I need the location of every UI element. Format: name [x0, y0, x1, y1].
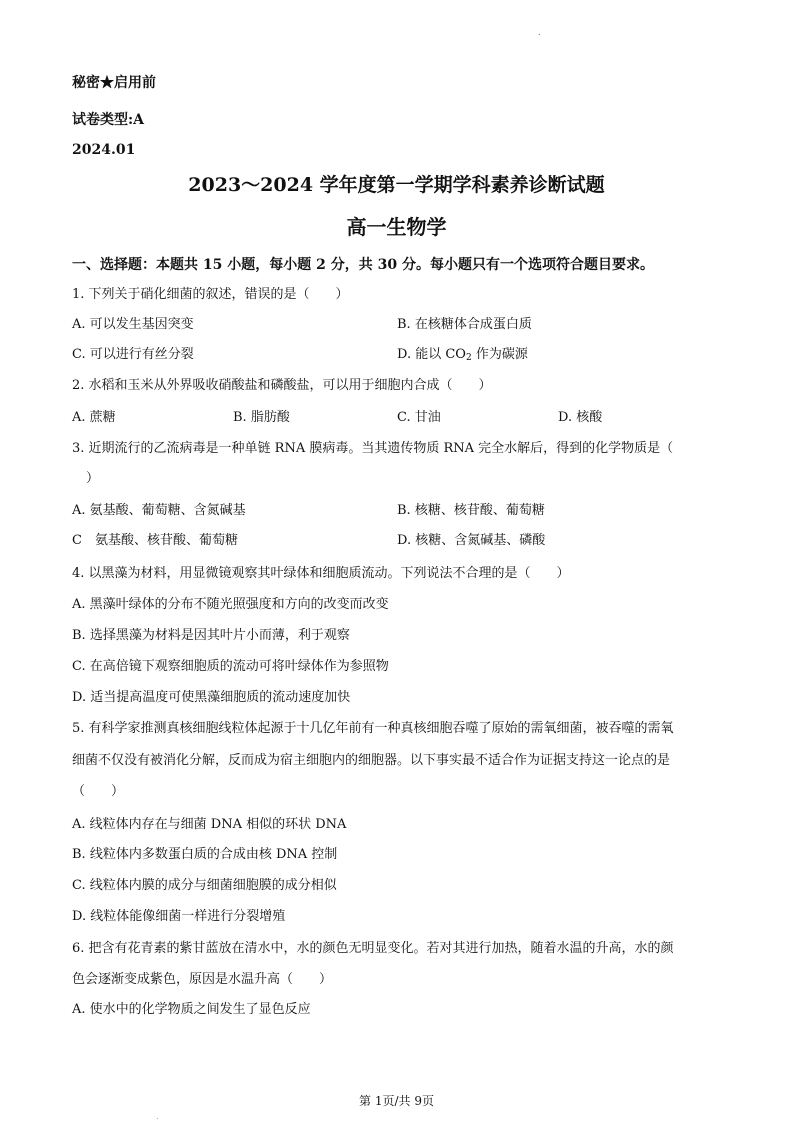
exam-subtitle: 高一生物学 [346, 215, 447, 239]
question-2-option-b: B. 脂肪酸 [233, 410, 290, 425]
question-3-option-c: C 氨基酸、核苷酸、葡萄糖 [72, 533, 238, 548]
question-5-option-d: D. 线粒体能像细菌一样进行分裂增殖 [72, 909, 286, 924]
exam-title: 2023～2024 学年度第一学期学科素养诊断试题 [188, 174, 605, 196]
question-1-option-a: A. 可以发生基因突变 [72, 317, 194, 332]
question-4-option-c: C. 在高倍镜下观察细胞质的流动可将叶绿体作为参照物 [72, 659, 389, 674]
question-3-stem: 3. 近期流行的乙流病毒是一种单链 RNA 膜病毒。当其遗传物质 RNA 完全水解后，得到的化学物质是（ [72, 441, 674, 456]
date-label: 2024.01 [72, 142, 136, 158]
question-4-stem: 4. 以黑藻为材料，用显微镜观察其叶绿体和细胞质流动。下列说法不合理的是（ ） [72, 566, 570, 581]
page-footer: 第 1页/共 9页 [359, 1094, 434, 1108]
question-2-option-a: A. 蔗糖 [72, 410, 116, 425]
question-3-option-a: A. 氨基酸、葡萄糖、含氮碱基 [72, 503, 246, 518]
question-5-stem-line3: （ ） [72, 784, 125, 799]
question-1-option-d: D. 能以 $CO_2$ 作为碳源 [397, 347, 528, 363]
question-5-option-a: A. 线粒体内存在与细菌 DNA 相似的环状 DNA [72, 817, 347, 832]
question-1-option-c: C. 可以进行有丝分裂 [72, 347, 194, 362]
section-heading: 一、选择题：本题共 15 小题，每小题 2 分，共 30 分。每小题只有一个选项符合题目要求。 [72, 257, 654, 273]
question-6-stem-line2: 色会逐渐变成紫色，原因是水温升高（ ） [72, 972, 333, 987]
confidential-label: 秘密★启用前 [72, 75, 156, 91]
question-3-option-d: D. 核糖、含氮碱基、磷酸 [397, 533, 546, 548]
question-6-stem: 6. 把含有花青素的紫甘蓝放在清水中，水的颜色无明显变化。若对其进行加热，随着水温的升高，水的颜 [72, 941, 674, 956]
paper-type-label: 试卷类型:A [72, 112, 145, 128]
question-4-option-b: B. 选择黑藻为材料是因其叶片小而薄，利于观察 [72, 628, 350, 643]
question-5-option-b: B. 线粒体内多数蛋白质的合成由核 DNA 控制 [72, 847, 338, 862]
question-4-option-d: D. 适当提高温度可使黑藻细胞质的流动速度加快 [72, 690, 351, 705]
question-3-option-b: B. 核糖、核苷酸、葡萄糖 [397, 503, 545, 518]
scan-dot-bottom: . [156, 1112, 159, 1121]
question-2-option-d: D. 核酸 [558, 410, 603, 425]
question-5-stem: 5. 有科学家推测真核细胞线粒体起源于十几亿年前有一种真核细胞吞噬了原始的需氧细菌，被吞噬的需氧 [72, 721, 674, 736]
question-4-option-a: A. 黑藻叶绿体的分布不随光照强度和方向的改变而改变 [72, 597, 389, 612]
question-2-stem: 2. 水稻和玉米从外界吸收硝酸盐和磷酸盐，可以用于细胞内合成（ ） [72, 378, 492, 393]
question-3-stem-continued: ） [86, 471, 100, 486]
question-6-option-a: A. 使水中的化学物质之间发生了显色反应 [72, 1002, 311, 1017]
question-1-stem: 1. 下列关于硝化细菌的叙述，错误的是（ ） [72, 287, 349, 302]
question-1-option-b: B. 在核糖体合成蛋白质 [397, 317, 532, 332]
question-5-option-c: C. 线粒体内膜的成分与细菌细胞膜的成分相似 [72, 878, 337, 893]
question-5-stem-line2: 细菌不仅没有被消化分解，反而成为宿主细胞内的细胞器。以下事实最不适合作为证据支持这一论点的是 [72, 753, 671, 768]
question-2-option-c: C. 甘油 [397, 410, 441, 425]
scan-dot: . [538, 28, 541, 37]
